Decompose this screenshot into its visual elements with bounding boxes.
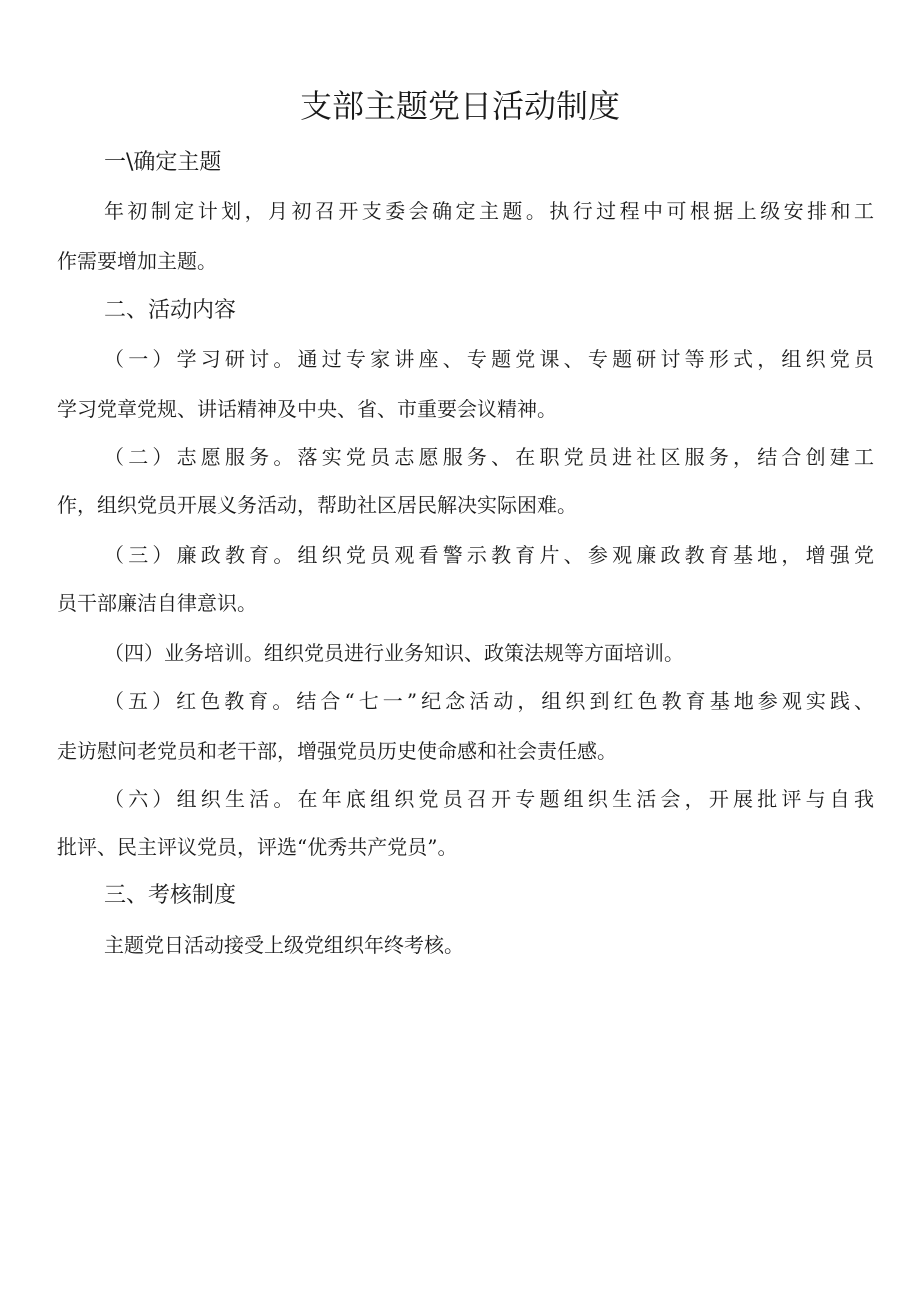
paragraph-line: （三）廉政教育。组织党员观看警示教育片、参观廉政教育基地，增强党	[104, 543, 874, 567]
section-heading-2: 二、活动内容	[104, 298, 237, 323]
paragraph-line: （二）志愿服务。落实党员志愿服务、在职党员进社区服务，结合创建工	[104, 445, 874, 469]
paragraph-line: （六）组织生活。在年底组织党员召开专题组织生活会，开展批评与自我	[104, 787, 874, 811]
section-heading-3: 三、考核制度	[104, 883, 237, 908]
paragraph-line: （五）红色教育。结合“七一”纪念活动，组织到红色教育基地参观实践、	[104, 689, 874, 713]
paragraph-line: 走访慰问老党员和老干部，增强党员历史使命感和社会责任感。	[57, 739, 617, 763]
paragraph-line: 主题党日活动接受上级党组织年终考核。	[104, 933, 464, 957]
paragraph-line: 员干部廉洁自律意识。	[57, 591, 257, 615]
paragraph-line: 作，组织党员开展义务活动，帮助社区居民解决实际困难。	[57, 493, 577, 517]
paragraph-line: 年初制定计划，月初召开支委会确定主题。执行过程中可根据上级安排和工	[104, 199, 874, 223]
section-heading-1: 一\确定主题	[104, 150, 222, 175]
paragraph-line: （一）学习研讨。通过专家讲座、专题党课、专题研讨等形式，组织党员	[104, 347, 874, 371]
paragraph-line: （四）业务培训。组织党员进行业务知识、政策法规等方面培训。	[104, 641, 684, 665]
paragraph-line: 批评、民主评议党员，评选“优秀共产党员”。	[57, 835, 458, 859]
paragraph-line: 作需要增加主题。	[57, 249, 217, 273]
document-title: 支部主题党日活动制度	[299, 87, 620, 125]
paragraph-line: 学习党章党规、讲话精神及中央、省、市重要会议精神。	[57, 397, 557, 421]
